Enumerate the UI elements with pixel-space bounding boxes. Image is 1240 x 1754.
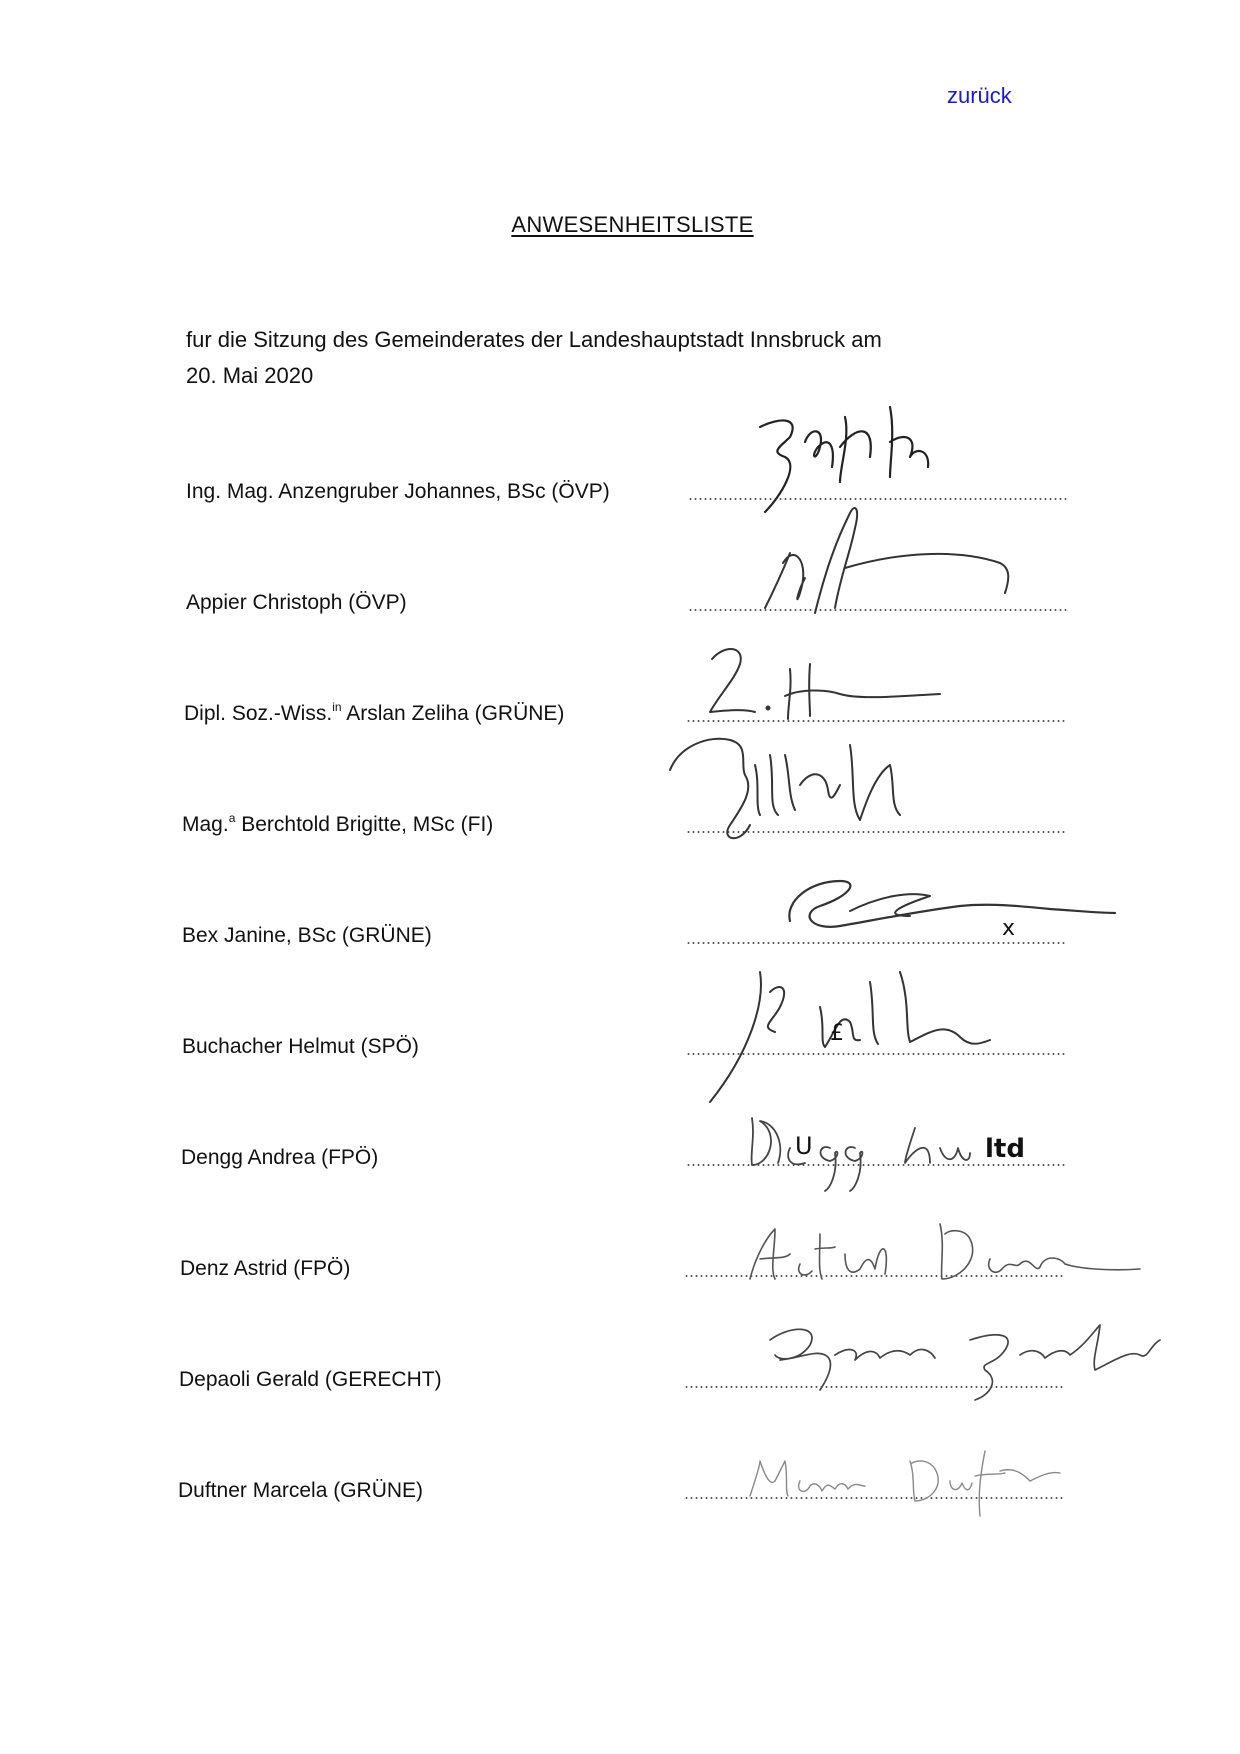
back-link[interactable]: zurück [947,83,1012,108]
page-title: ANWESENHEITSLISTE [511,212,754,237]
attendee-name: Duftner Marcela (GRÜNE) [178,1479,424,1502]
attendee-name: Dipl. Soz.-Wiss.$^{in}$ Arslan Zeliha (GRÜNE) [184,700,565,725]
attendee-name: Denz Astrid (FPÖ) [180,1257,351,1280]
attendee-row [0,654,1240,764]
attendee-row [0,1320,1240,1430]
signature [660,715,960,865]
signature [755,483,1025,623]
attendee-row [0,1431,1240,1541]
signature [700,952,1020,1112]
attendee-row [0,876,1240,986]
overlay-mark: £ [830,1021,844,1046]
attendee-row [0,1098,1240,1208]
intro-line-1: fur die Sitzung des Gemeinderates der Landeshauptstadt Innsbruck am [186,327,882,352]
signature [730,1093,1010,1203]
signature [760,851,1120,961]
overlay-mark: ltd [985,1134,1025,1164]
intro-line-2: 20. Mai 2020 [186,363,314,388]
overlay-mark: U [795,1132,813,1160]
attendee-row [0,987,1240,1097]
signature [730,1431,1070,1521]
overlay-mark: x [1002,916,1016,941]
signature [740,1300,1170,1420]
attendee-name: Appier Christoph (ÖVP) [186,591,407,614]
attendee-name: Mag.$^a$ Berchtold Brigitte, MSc (FI) [182,811,494,836]
signature [720,1199,1160,1309]
attendee-row [0,432,1240,542]
attendee-name: Depaoli Gerald (GERECHT) [179,1368,442,1391]
attendee-name: Bex Janine, BSc (GRÜNE) [182,924,432,947]
attendee-name: Dengg Andrea (FPÖ) [181,1146,379,1169]
attendee-row [0,543,1240,653]
attendee-name: Buchacher Helmut (SPÖ) [182,1035,419,1058]
attendee-name: Ing. Mag. Anzengruber Johannes, BSc (ÖVP) [186,480,610,503]
